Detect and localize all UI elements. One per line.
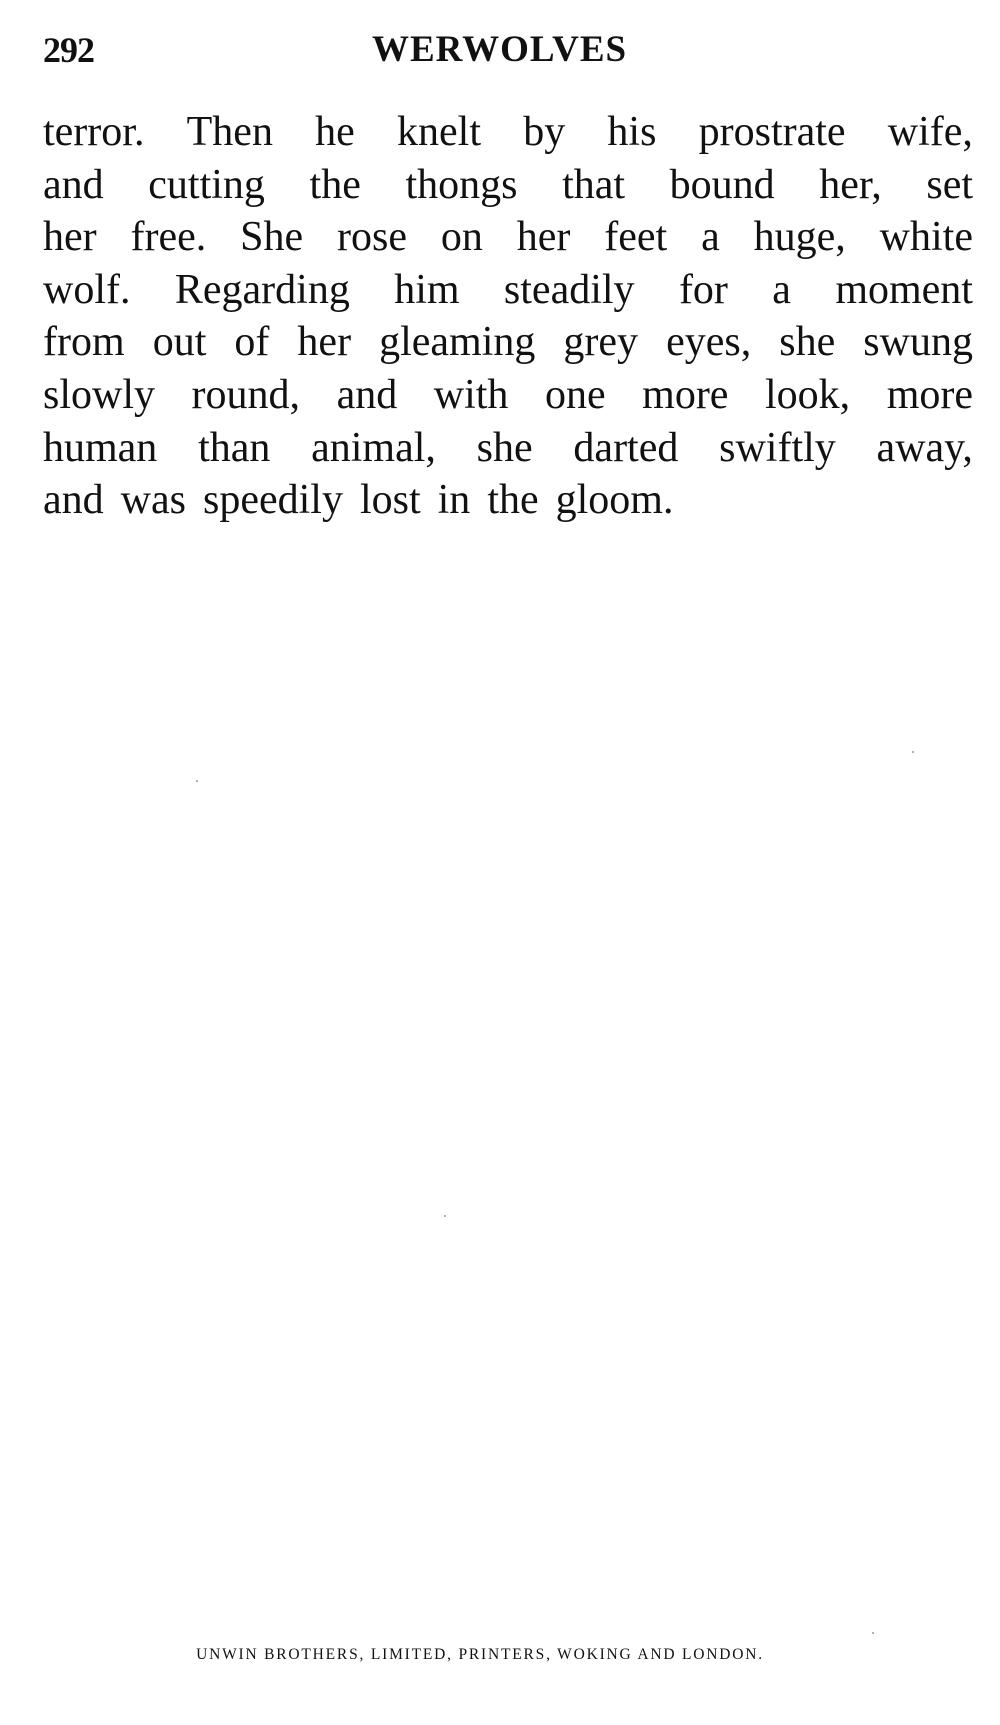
word: one: [544, 371, 606, 418]
word: swung: [863, 319, 973, 366]
printer-imprint: UNWIN BROTHERS, LIMITED, PRINTERS, WOKING AND LONDON.: [196, 1646, 764, 1663]
word: with: [433, 371, 509, 418]
word: round,: [191, 371, 301, 418]
text-line-8: [43, 474, 973, 527]
text-line-4: [43, 264, 973, 317]
word: out: [152, 319, 207, 366]
word: and: [43, 161, 104, 208]
word: feet: [604, 214, 668, 261]
word: white: [879, 214, 973, 261]
word: wife,: [887, 109, 973, 155]
word: for: [678, 266, 728, 313]
word: grey: [563, 319, 639, 366]
word: and: [43, 477, 104, 524]
word: human: [43, 424, 158, 471]
word: animal,: [311, 424, 436, 471]
paper-speck: [912, 751, 914, 753]
word: he: [315, 109, 355, 155]
word: of: [234, 319, 270, 366]
text-line-3: [43, 211, 973, 264]
word: and: [336, 371, 398, 418]
word: him: [394, 266, 460, 313]
text-line-5: [43, 316, 973, 369]
word: she: [476, 424, 533, 471]
word: rose: [337, 214, 408, 261]
word: free.: [130, 214, 207, 261]
text-line-6: [43, 369, 973, 422]
word: her,: [819, 161, 882, 208]
text-line-2: [43, 159, 973, 212]
word: prostrate: [698, 109, 846, 155]
word: her: [516, 214, 571, 261]
text-line-1: [43, 106, 973, 159]
word: was: [120, 477, 186, 524]
word: terror.: [43, 109, 145, 155]
word: swiftly: [719, 424, 836, 471]
word: the: [487, 477, 539, 524]
word: thongs: [405, 161, 518, 208]
body-paragraph: [43, 106, 973, 527]
page-number: 292: [43, 30, 94, 70]
word: cutting: [148, 161, 265, 208]
word: gleaming: [379, 319, 536, 366]
word: by: [523, 109, 566, 155]
running-head: [43, 25, 973, 73]
paper-speck: [872, 1632, 874, 1634]
word: moment: [835, 266, 973, 313]
running-title: WERWOLVES: [372, 29, 628, 70]
word: eyes,: [666, 319, 752, 366]
word: She: [240, 214, 304, 261]
word: speedily: [202, 477, 343, 524]
word: Then: [186, 109, 273, 155]
word: knelt: [397, 109, 481, 155]
paper-speck: [196, 780, 198, 782]
word: more: [886, 371, 973, 418]
word: set: [926, 161, 973, 208]
paper-speck: [444, 1215, 446, 1217]
word: a: [701, 214, 720, 261]
word: gloom.: [555, 477, 674, 524]
word: a: [772, 266, 791, 313]
word: in: [437, 477, 471, 524]
word: bound: [669, 161, 775, 208]
word: away,: [876, 424, 973, 471]
word: lost: [359, 477, 421, 524]
word: her: [43, 214, 97, 261]
word: she: [779, 319, 836, 366]
word: Regarding: [174, 266, 350, 313]
word: steadily: [503, 266, 635, 313]
word: the: [309, 161, 361, 208]
word: slowly: [43, 371, 156, 418]
word: darted: [573, 424, 679, 471]
word: than: [198, 424, 271, 471]
word: her: [297, 319, 352, 366]
text-line-7: [43, 422, 973, 475]
word: from: [43, 319, 125, 366]
word: that: [562, 161, 626, 208]
word: more: [642, 371, 729, 418]
word: on: [440, 214, 483, 261]
word: wolf.: [43, 266, 131, 313]
word: huge,: [753, 214, 846, 261]
word: look,: [764, 371, 851, 418]
word: his: [607, 109, 657, 155]
